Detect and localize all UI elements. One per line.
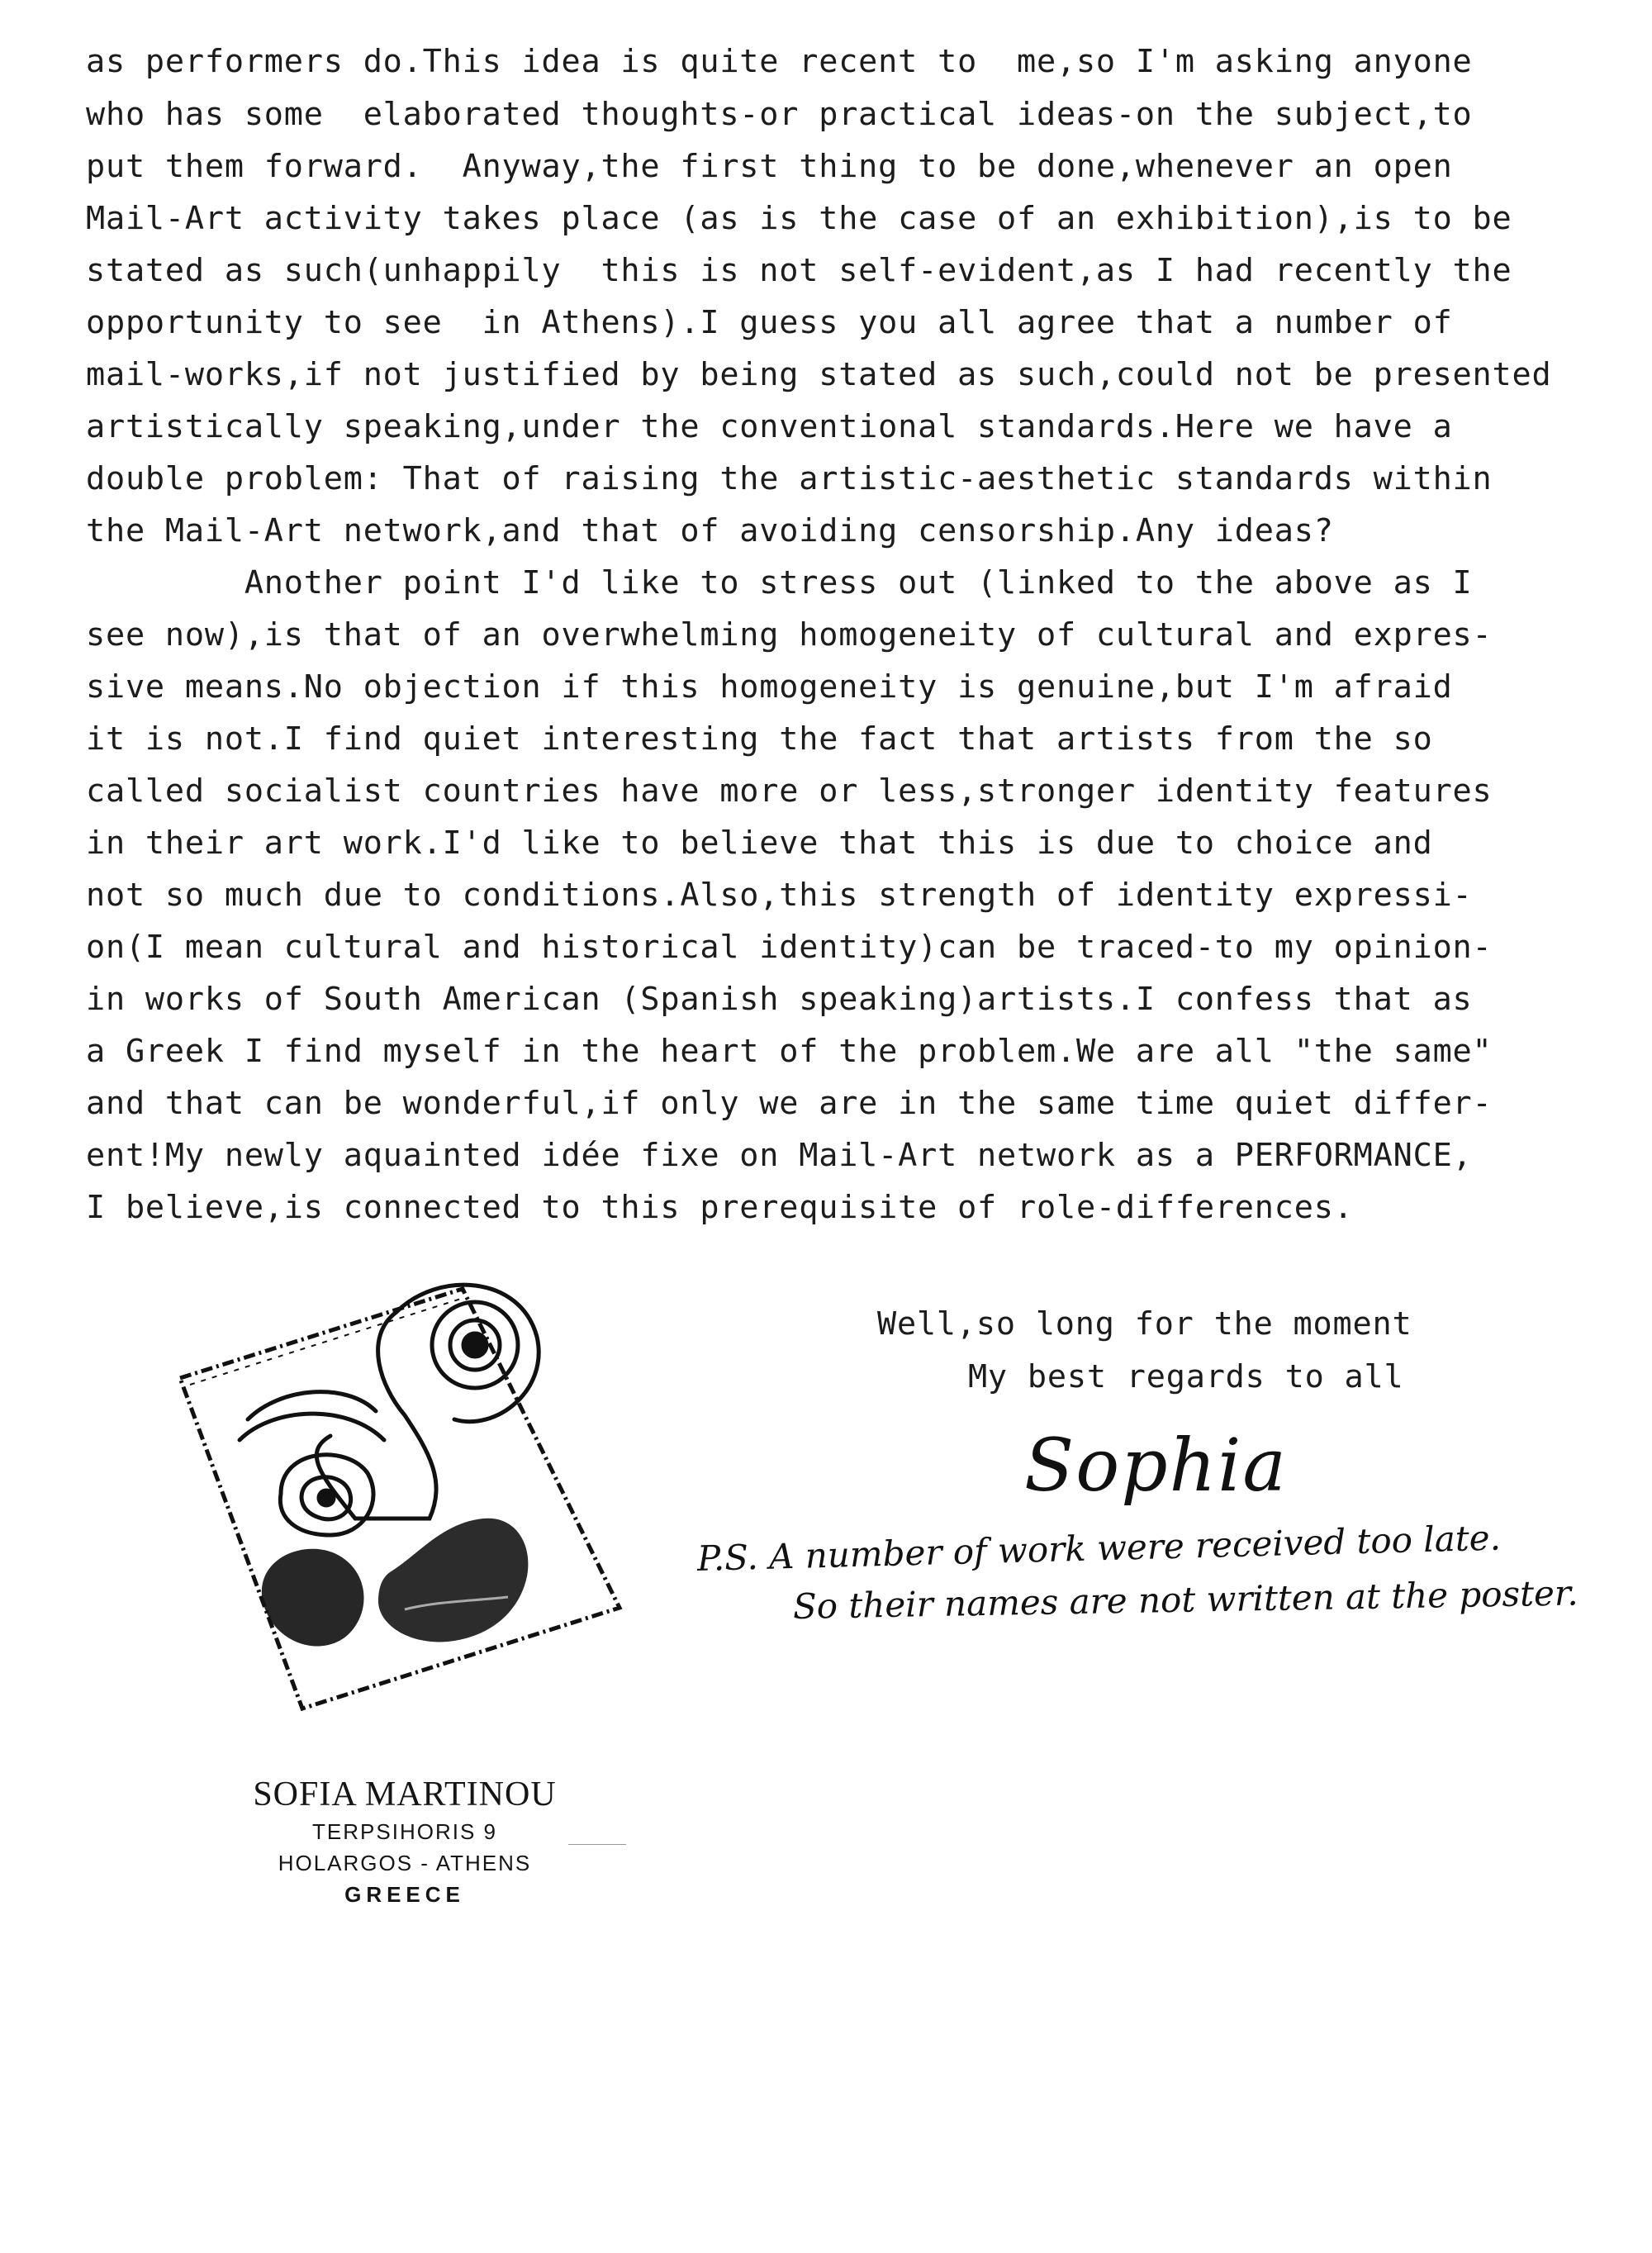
stray-mark (568, 1844, 626, 1845)
letter-line: sive means.No objection if this homogeneity is genuine,but I'm afraid (86, 668, 1453, 706)
sender-name: SOFIA MARTINOU (253, 1775, 557, 1813)
postscript-line: P.S. A number of work were received too late. (696, 1517, 1502, 1579)
letter-line: on(I mean cultural and historical identity)can be traced-to my opinion- (86, 929, 1493, 966)
letter-line: stated as such(unhappily this is not self-evident,as I had recently the (86, 252, 1512, 289)
letter-line: it is not.I find quiet interesting the fact that artists from the so (86, 720, 1433, 758)
letter-line: Mail-Art activity takes place (as is the case of an exhibition),is to be (86, 200, 1512, 237)
upper-eye (316, 1285, 539, 1519)
letter-line: ent!My newly aquainted idée fixe on Mail-Art network as a PERFORMANCE, (86, 1137, 1473, 1174)
letter-line: and that can be wonderful,if only we are in the same time quiet differ- (86, 1085, 1493, 1122)
closing-line: My best regards to all (928, 1358, 1404, 1395)
letter-line: as performers do.This idea is quite recent to me,so I'm asking anyone (86, 43, 1473, 80)
letter-line: who has some elaborated thoughts-or practical ideas-on the subject,to (86, 96, 1473, 133)
letter-line: double problem: That of raising the artistic-aesthetic standards within (86, 460, 1493, 497)
letter-line: not so much due to conditions.Also,this strength of identity expressi- (86, 877, 1473, 914)
letter-line: artistically speaking,under the conventional standards.Here we have a (86, 408, 1453, 445)
lower-eye (240, 1392, 384, 1535)
letter-line: Another point I'd like to stress out (linked to the above as I (86, 564, 1473, 601)
postscript-line: So their names are not written at the poster. (792, 1572, 1579, 1627)
sender-city: HOLARGOS - ATHENS (278, 1851, 532, 1875)
letter-line: in works of South American (Spanish speaking)artists.I confess that as (86, 981, 1473, 1018)
letter-line: see now),is that of an overwhelming homogeneity of cultural and expres- (86, 616, 1493, 654)
letter-line: I believe,is connected to this prerequisite of role-differences. (86, 1189, 1354, 1226)
letter-line: called socialist countries have more or less,stronger identity features (86, 772, 1493, 810)
letter-line: a Greek I find myself in the heart of the problem.We are all "the same" (86, 1033, 1493, 1070)
sender-street: TERPSIHORIS 9 (312, 1819, 497, 1844)
signature: Sophia (1024, 1423, 1288, 1508)
mouth-blobs (262, 1519, 529, 1647)
letter-line: opportunity to see in Athens).I guess you all agree that a number of (86, 304, 1453, 341)
letter-line: mail-works,if not justified by being stated as such,could not be presented (86, 356, 1552, 393)
closing-line: Well,so long for the moment (877, 1305, 1412, 1343)
stamp-frame (180, 1289, 620, 1709)
letter-line: in their art work.I'd like to believe that this is due to choice and (86, 825, 1433, 862)
letter-line: the Mail-Art network,and that of avoiding censorship.Any ideas? (86, 512, 1334, 549)
letter-line: put them forward. Anyway,the first thing to be done,whenever an open (86, 148, 1453, 185)
sender-country: GREECE (344, 1882, 465, 1907)
face-stamp-artwork (157, 1246, 653, 1725)
